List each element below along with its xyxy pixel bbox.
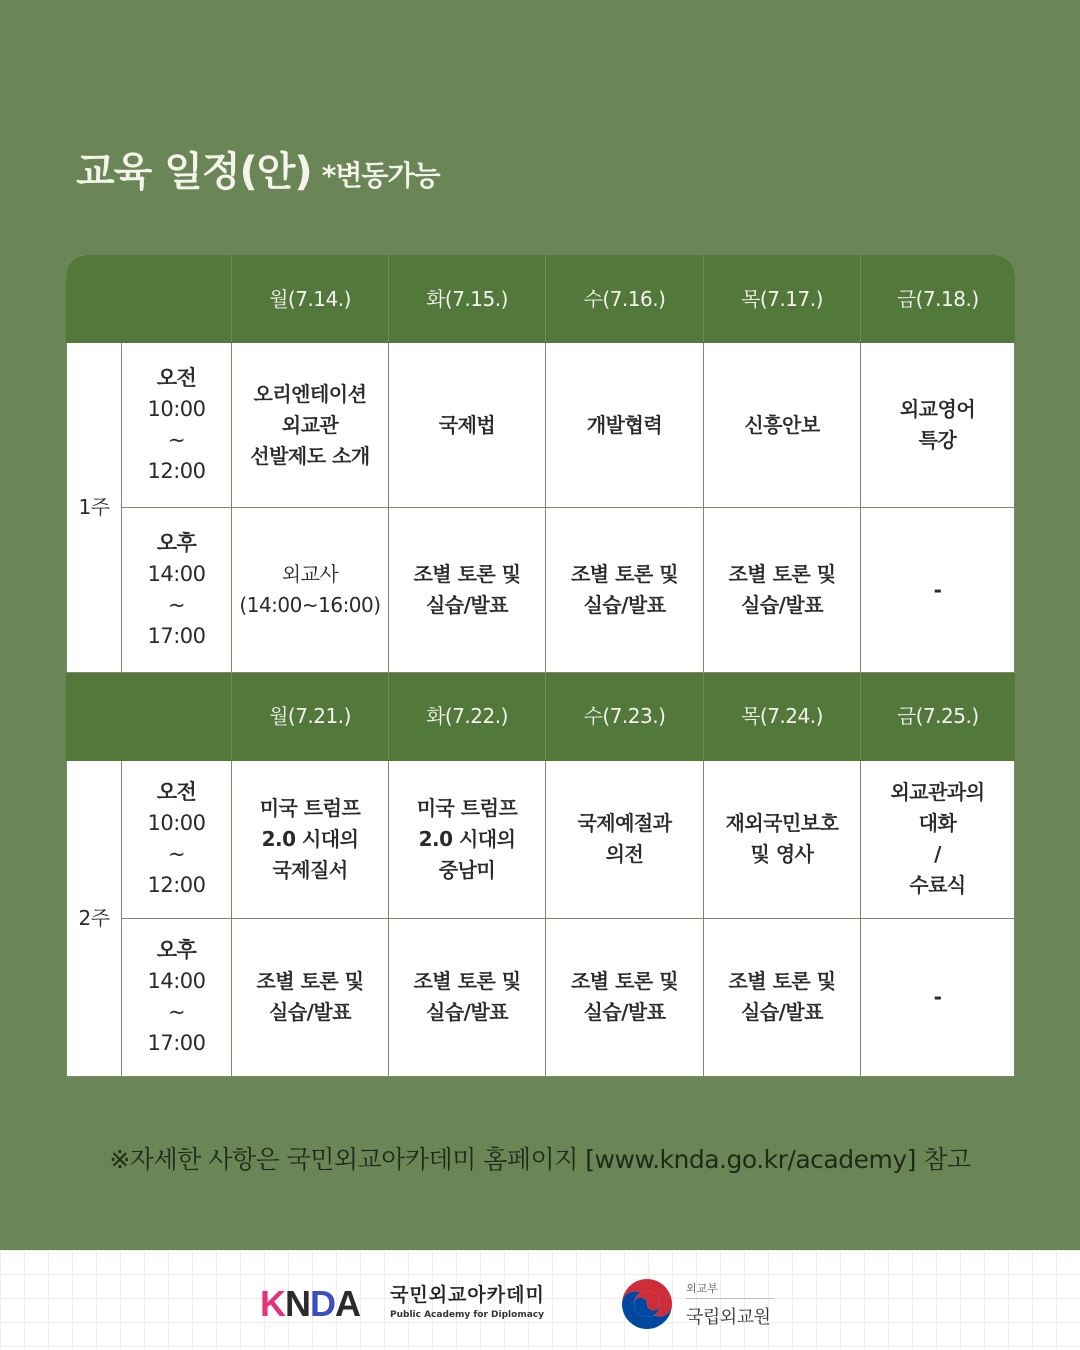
session-line: 개발협력 bbox=[586, 412, 663, 437]
session-cell bbox=[861, 508, 1015, 673]
week-label: 2주 bbox=[67, 760, 122, 1076]
knda-name-korean: 국민외교아카데미 bbox=[390, 1284, 545, 1306]
session-cell bbox=[546, 343, 704, 508]
session-line: 오리엔테이션 bbox=[253, 381, 367, 406]
session-line: 2.0 시대의 bbox=[418, 826, 516, 851]
session-line: 국제질서 bbox=[272, 857, 348, 882]
schedule-table bbox=[66, 255, 1015, 1077]
time-end: 12:00 bbox=[147, 459, 206, 484]
session-cell bbox=[232, 343, 389, 508]
session-cell bbox=[704, 343, 861, 508]
page-title bbox=[76, 140, 440, 197]
session-line: - bbox=[933, 577, 942, 602]
session-cell bbox=[861, 760, 1015, 918]
session-line: 실습/발표 bbox=[583, 1000, 666, 1025]
session-cell bbox=[861, 918, 1015, 1076]
session-row-am bbox=[67, 760, 1015, 918]
time-ampm: 오전 bbox=[156, 366, 197, 391]
session-line: 신흥안보 bbox=[744, 412, 820, 437]
page-title-main: 교육 일정(안) bbox=[76, 149, 312, 195]
day-header: 화(7.22.) bbox=[389, 673, 546, 760]
header-corner bbox=[67, 673, 232, 760]
knda-wordmark bbox=[390, 1280, 545, 1320]
time-ampm: 오후 bbox=[156, 531, 197, 556]
time-sep: ~ bbox=[167, 842, 186, 867]
session-cell bbox=[704, 508, 861, 673]
session-cell bbox=[861, 343, 1015, 508]
week-header-row bbox=[67, 673, 1015, 760]
footnote: ※자세한 사항은 국민외교아카데미 홈페이지 [www.knda.go.kr/academy] 참고 bbox=[109, 1145, 971, 1174]
session-cell bbox=[389, 760, 546, 918]
session-line: 실습/발표 bbox=[740, 593, 824, 618]
day-header: 목(7.24.) bbox=[704, 673, 861, 760]
session-line: 중남미 bbox=[438, 857, 496, 882]
session-line: - bbox=[933, 984, 942, 1009]
session-line: 조별 토론 및 bbox=[728, 969, 836, 994]
time-end: 17:00 bbox=[147, 624, 206, 649]
footer bbox=[0, 1250, 1080, 1350]
session-line: 의전 bbox=[605, 842, 644, 867]
session-cell bbox=[704, 760, 861, 918]
session-row-pm bbox=[67, 508, 1015, 673]
knda-name-english: Public Academy for Diplomacy bbox=[390, 1310, 544, 1320]
session-line: 대화 bbox=[918, 811, 957, 836]
time-slot bbox=[122, 508, 232, 673]
week-label: 1주 bbox=[67, 343, 122, 673]
session-line: 조별 토론 및 bbox=[570, 969, 679, 994]
taegeuk-emblem-icon bbox=[620, 1277, 674, 1331]
session-line: 미국 트럼프 bbox=[416, 795, 518, 820]
session-line: 재외국민보호 bbox=[725, 811, 839, 836]
time-sep: ~ bbox=[167, 1000, 186, 1025]
time-start: 14:00 bbox=[147, 969, 206, 994]
session-line: 외교관 bbox=[281, 412, 339, 437]
time-start: 10:00 bbox=[147, 811, 206, 836]
day-header: 수(7.23.) bbox=[546, 673, 704, 760]
session-cell bbox=[232, 918, 389, 1076]
session-line: 외교사 bbox=[281, 562, 339, 587]
day-header: 금(7.18.) bbox=[861, 256, 1015, 343]
session-line: 외교영어 bbox=[899, 397, 976, 422]
session-cell bbox=[389, 508, 546, 673]
session-line: 및 영사 bbox=[750, 842, 814, 867]
session-line: 특강 bbox=[918, 428, 957, 453]
session-cell bbox=[704, 918, 861, 1076]
page-title-note: *변동가능 bbox=[321, 159, 440, 192]
day-header: 화(7.15.) bbox=[389, 256, 546, 343]
session-cell bbox=[389, 918, 546, 1076]
session-line: 실습/발표 bbox=[268, 1000, 352, 1025]
session-line: 조별 토론 및 bbox=[413, 562, 521, 587]
time-end: 12:00 bbox=[147, 873, 206, 898]
session-line: 국제예절과 bbox=[577, 811, 672, 836]
knda-logo: KNDA bbox=[260, 1283, 360, 1324]
session-line: 실습/발표 bbox=[425, 1000, 509, 1025]
time-ampm: 오전 bbox=[156, 780, 197, 805]
session-line: 선발제도 소개 bbox=[250, 443, 370, 468]
day-header: 수(7.16.) bbox=[546, 256, 704, 343]
session-line: 조별 토론 및 bbox=[728, 562, 836, 587]
session-line: 조별 토론 및 bbox=[570, 562, 679, 587]
time-start: 14:00 bbox=[147, 562, 206, 587]
session-row-pm bbox=[67, 918, 1015, 1076]
session-cell bbox=[546, 918, 704, 1076]
session-line: 실습/발표 bbox=[583, 593, 666, 618]
session-line: 실습/발표 bbox=[425, 593, 509, 618]
time-ampm: 오후 bbox=[156, 938, 197, 963]
day-header: 월(7.21.) bbox=[232, 673, 389, 760]
week-header-row bbox=[67, 256, 1015, 343]
session-line: 미국 트럼프 bbox=[259, 795, 361, 820]
session-line: 수료식 bbox=[909, 873, 966, 898]
ministry-wordmark bbox=[686, 1280, 774, 1329]
session-line: 조별 토론 및 bbox=[413, 969, 521, 994]
session-cell bbox=[389, 343, 546, 508]
time-end: 17:00 bbox=[147, 1031, 206, 1056]
day-header: 금(7.25.) bbox=[861, 673, 1015, 760]
ministry-name: 외교부 bbox=[686, 1280, 774, 1299]
time-start: 10:00 bbox=[147, 397, 206, 422]
session-line: 외교관과의 bbox=[890, 780, 985, 805]
institute-name: 국립외교원 bbox=[686, 1307, 771, 1328]
session-cell bbox=[232, 508, 389, 673]
session-cell bbox=[546, 760, 704, 918]
time-sep: ~ bbox=[167, 428, 186, 453]
time-sep: ~ bbox=[167, 593, 186, 618]
time-slot bbox=[122, 343, 232, 508]
header-corner bbox=[67, 256, 232, 343]
day-header: 월(7.14.) bbox=[232, 256, 389, 343]
session-line: 2.0 시대의 bbox=[261, 826, 359, 851]
day-header: 목(7.17.) bbox=[704, 256, 861, 343]
time-slot bbox=[122, 918, 232, 1076]
session-row-am bbox=[67, 343, 1015, 508]
session-cell bbox=[546, 508, 704, 673]
session-line: 조별 토론 및 bbox=[256, 969, 364, 994]
session-cell bbox=[232, 760, 389, 918]
session-line: 실습/발표 bbox=[740, 1000, 824, 1025]
session-line: (14:00~16:00) bbox=[239, 593, 381, 618]
time-slot bbox=[122, 760, 232, 918]
session-line: / bbox=[934, 842, 941, 867]
session-line: 국제법 bbox=[438, 412, 496, 437]
